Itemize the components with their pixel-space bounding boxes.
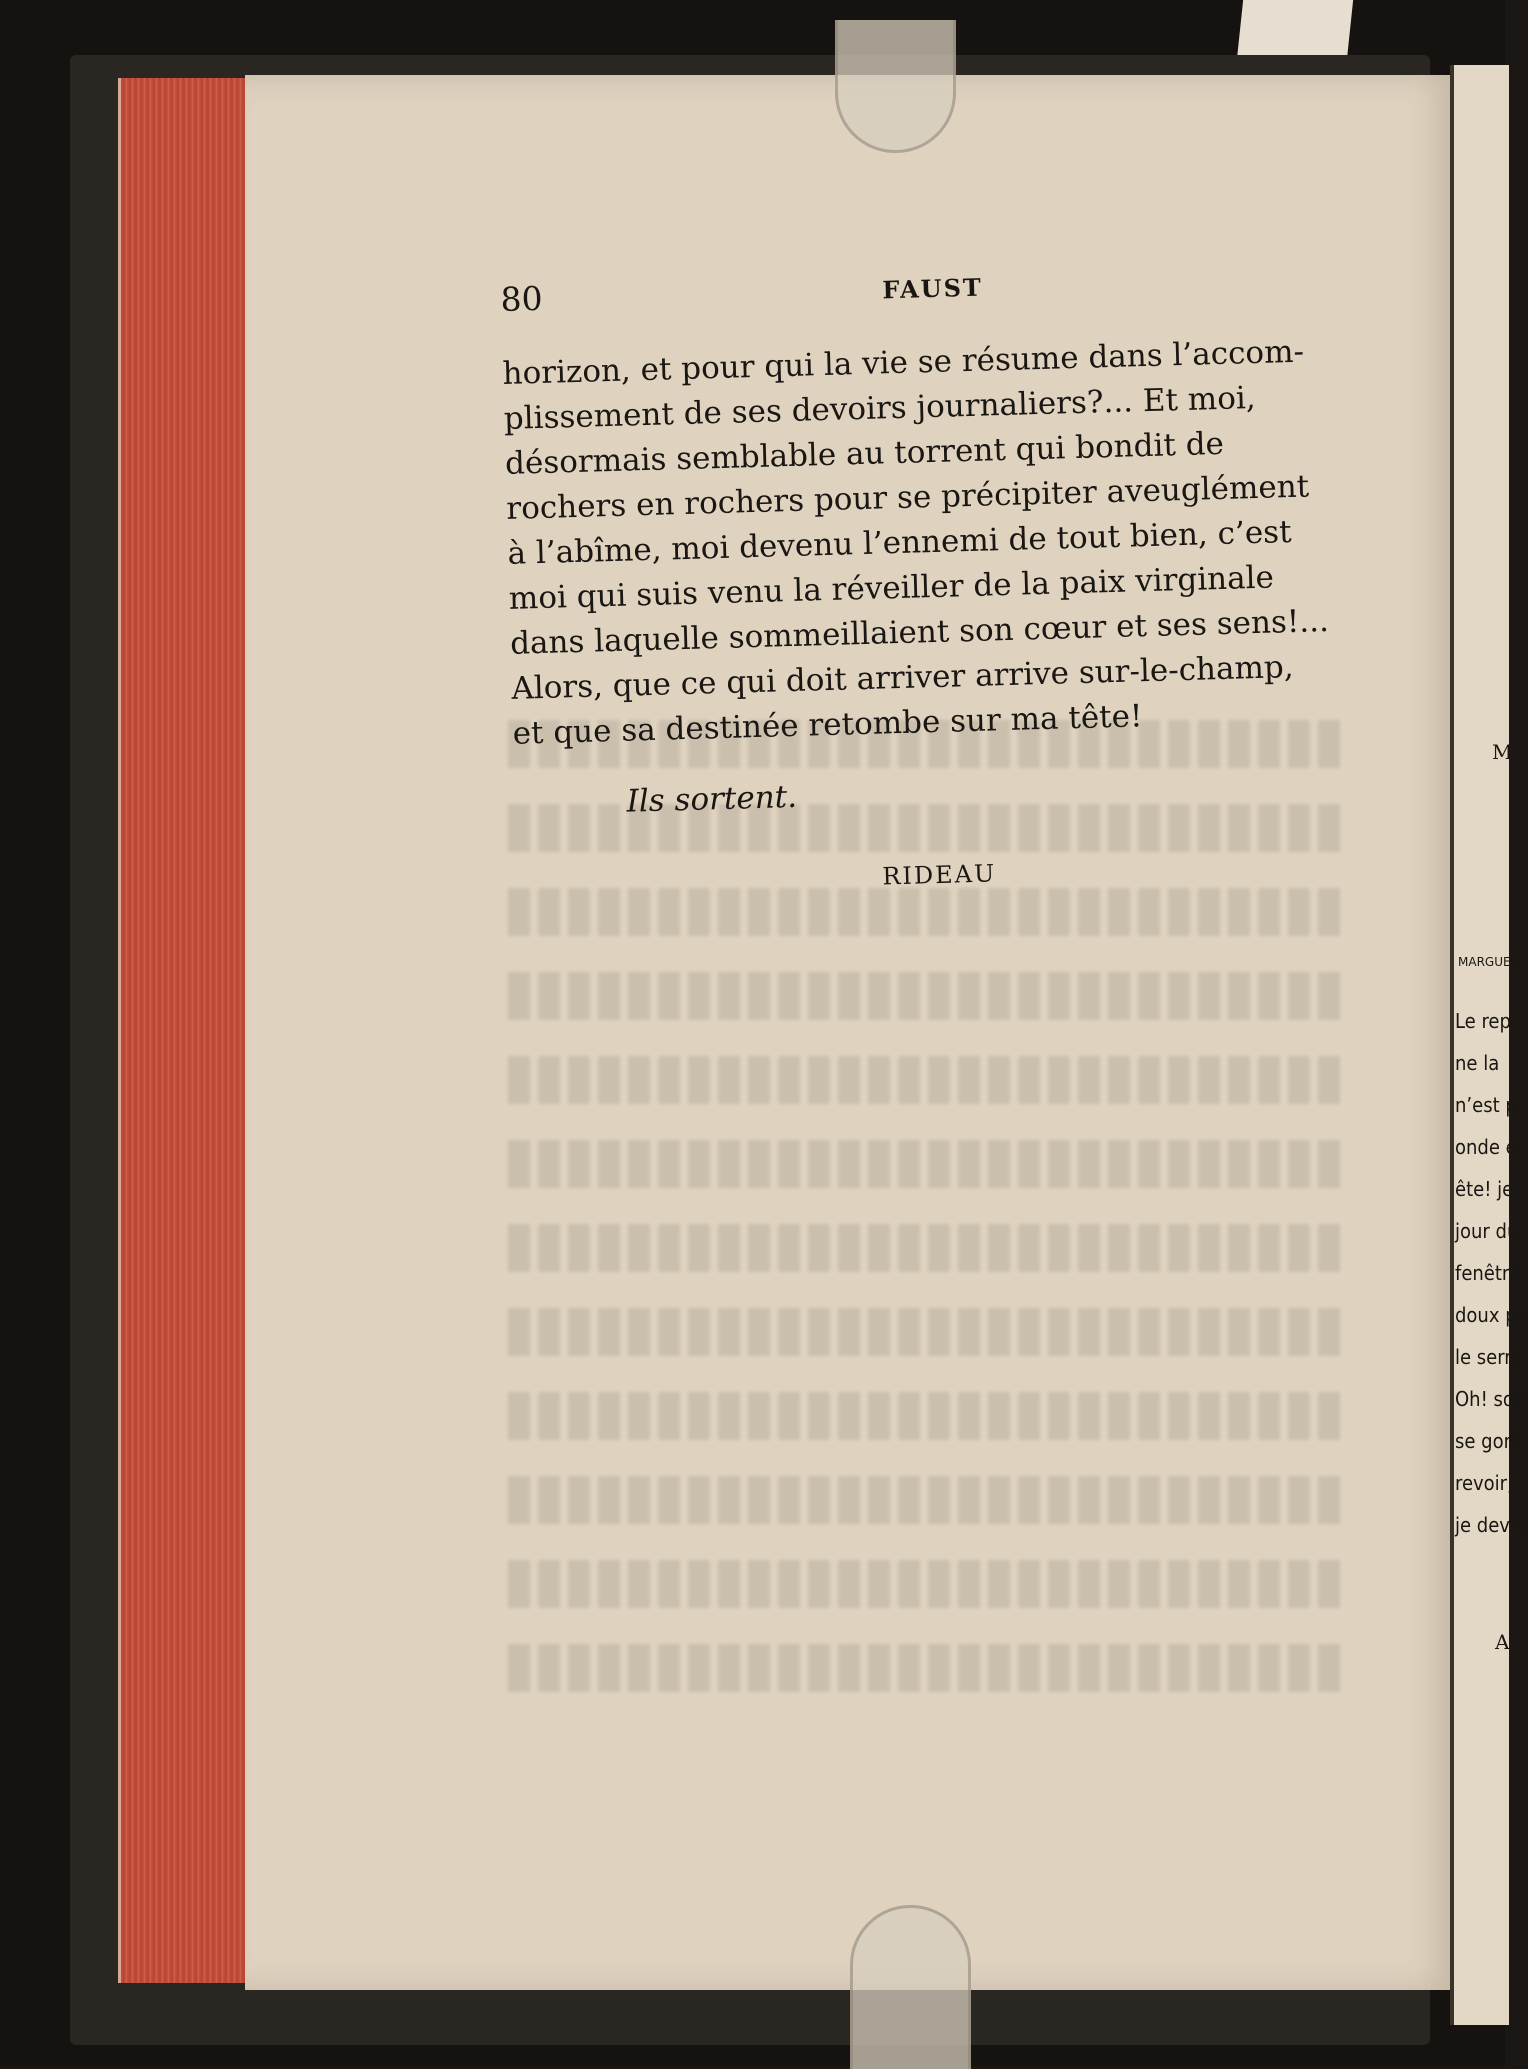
- text-line: dans laquelle sommeillaient son cœur et ses sens!...: [509, 602, 1330, 662]
- running-title: FAUST: [882, 272, 984, 305]
- page-content: [500, 256, 1362, 900]
- body-paragraph: [502, 328, 1358, 756]
- right-page-letter: A: [1495, 1630, 1510, 1654]
- stage-direction: Ils sortent.: [626, 778, 798, 820]
- text-line: Alors, que ce qui doit arriver arrive sur-le-champ,: [510, 649, 1295, 707]
- right-page-line: fenêtre,: [1455, 1261, 1526, 1285]
- text-line: à l’abîme, moi devenu l’ennemi de tout bien, c’est: [507, 514, 1293, 572]
- right-page-line: le serre: [1455, 1345, 1523, 1369]
- page-number: 80: [500, 278, 544, 319]
- text-line: et que sa destinée retombe sur ma tête!: [512, 698, 1143, 752]
- right-page-line: ne la: [1455, 1051, 1500, 1075]
- curtain-label: RIDEAU: [881, 859, 997, 891]
- right-page-line: je devra: [1455, 1513, 1528, 1537]
- text-line: désormais semblable au torrent qui bondit de: [504, 425, 1225, 482]
- right-page-line: Le rep: [1455, 1009, 1511, 1033]
- right-page-line: n’est p: [1455, 1093, 1517, 1117]
- text-line: rochers en rochers pour se précipiter aveuglément: [505, 468, 1310, 527]
- right-page-line: onde e: [1455, 1135, 1517, 1159]
- text-line: horizon, et pour qui la vie se résume dans l’accom-: [502, 333, 1305, 392]
- right-page-line: jour du: [1455, 1219, 1519, 1243]
- right-page-line: doux po: [1455, 1303, 1528, 1327]
- right-page-line: revoir,: [1455, 1471, 1513, 1495]
- page-clip-bottom: [850, 1905, 971, 2069]
- right-page-line: ête! je: [1455, 1177, 1514, 1201]
- right-page-speaker: MARGUER: [1458, 955, 1519, 969]
- right-page-text: [1455, 1000, 1528, 1546]
- text-line: plissement de ses devoirs journaliers?... Et moi,: [503, 379, 1257, 437]
- right-page-line: Oh! son: [1455, 1387, 1526, 1411]
- right-page-line: se gonf: [1455, 1429, 1522, 1453]
- page-clip-top: [835, 20, 956, 153]
- right-page-letter: M: [1492, 740, 1513, 764]
- bookmark-tab: [1237, 0, 1353, 60]
- text-line: moi qui suis venu la réveiller de la paix virginale: [508, 559, 1275, 617]
